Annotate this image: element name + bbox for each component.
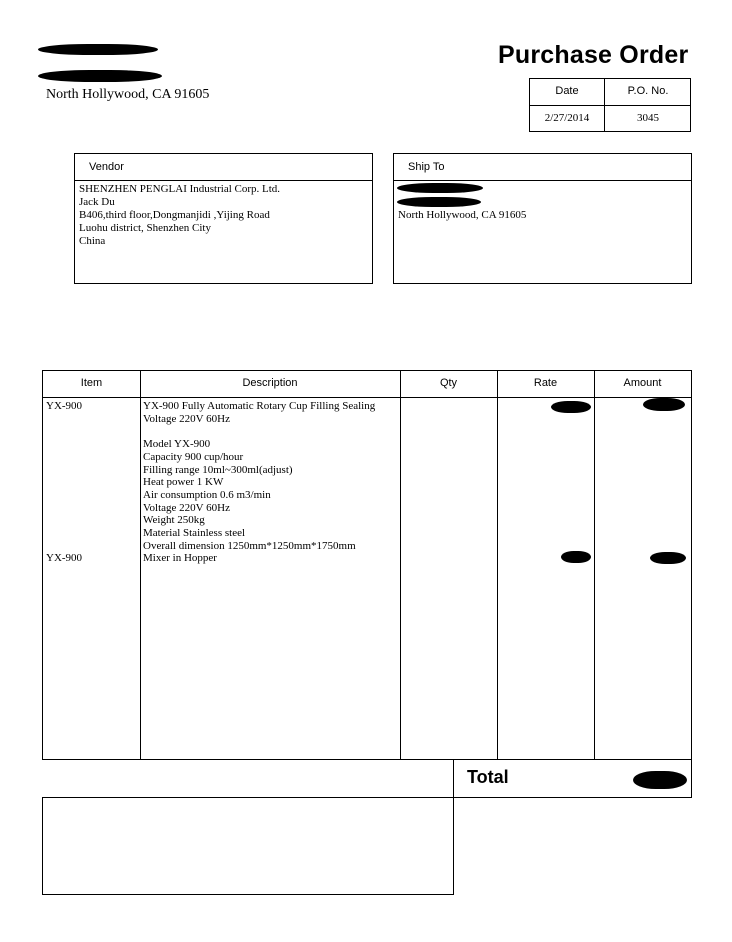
- date-po-box: [529, 78, 691, 132]
- date-label: Date: [555, 85, 579, 97]
- po-label: P.O. No.: [627, 85, 669, 97]
- description-line: Filling range 10ml~300ml(adjust): [143, 463, 293, 476]
- ship-to-header: Ship To: [408, 161, 445, 173]
- vendor-header: Vendor: [89, 161, 124, 173]
- redacted-ship-to-street: [397, 197, 481, 207]
- description-line: Mixer in Hopper: [143, 552, 217, 564]
- item-code: YX-900: [46, 552, 83, 564]
- ship-to-city: North Hollywood, CA 91605: [398, 209, 527, 221]
- redacted-rate: [551, 401, 591, 413]
- redacted-rate: [561, 551, 591, 563]
- sender-city: North Hollywood, CA 91605: [46, 87, 210, 102]
- column-header-description: Description: [242, 377, 298, 389]
- vendor-line: Jack Du: [79, 196, 115, 208]
- item-description: [143, 552, 217, 565]
- description-line: Material Stainless steel: [143, 527, 246, 540]
- date-value: 2/27/2014: [544, 112, 590, 124]
- total-label: Total: [467, 767, 509, 787]
- column-header-qty: Qty: [439, 377, 458, 389]
- column-header-rate: Rate: [533, 377, 558, 389]
- ship-to-address: [398, 209, 526, 222]
- item-description: [143, 400, 375, 552]
- vendor-line: B406,third floor,Dongmanjidi ,Yijing Road: [79, 209, 270, 221]
- vendor-line: SHENZHEN PENGLAI Industrial Corp. Ltd.: [79, 183, 281, 195]
- column-header-amount: Amount: [623, 377, 662, 389]
- description-line: Heat power 1 KW: [143, 476, 224, 489]
- item-code: YX-900: [46, 400, 83, 412]
- page-title: Purchase Order: [498, 41, 689, 69]
- description-line: YX-900 Fully Automatic Rotary Cup Filling Sealing: [143, 400, 376, 412]
- redacted-ship-to-name: [397, 183, 483, 193]
- memo-box: [42, 797, 454, 895]
- redacted-amount: [643, 398, 685, 411]
- vendor-box: [74, 153, 373, 284]
- vendor-line: China: [79, 235, 106, 247]
- description-line: [143, 425, 375, 438]
- total-box: [453, 759, 692, 798]
- description-line: Capacity 900 cup/hour: [143, 450, 244, 463]
- redacted-sender-name: [38, 44, 158, 55]
- ship-to-box: [393, 153, 692, 284]
- vendor-address: [79, 183, 280, 248]
- po-number: 3045: [637, 112, 659, 124]
- vendor-line: Luohu district, Shenzhen City: [79, 222, 211, 234]
- redacted-amount: [650, 552, 686, 564]
- description-line: Air consumption 0.6 m3/min: [143, 488, 271, 501]
- description-line: Overall dimension 1250mm*1250mm*1750mm: [143, 539, 356, 552]
- description-line: Model YX-900: [143, 438, 211, 451]
- redacted-total: [633, 771, 687, 789]
- description-line: Weight 250kg: [143, 514, 205, 527]
- items-table: [42, 370, 692, 760]
- column-header-item: Item: [80, 377, 103, 389]
- description-line: Voltage 220V 60Hz: [143, 501, 230, 514]
- redacted-sender-street: [38, 70, 162, 82]
- description-line: Voltage 220V 60Hz: [143, 412, 230, 425]
